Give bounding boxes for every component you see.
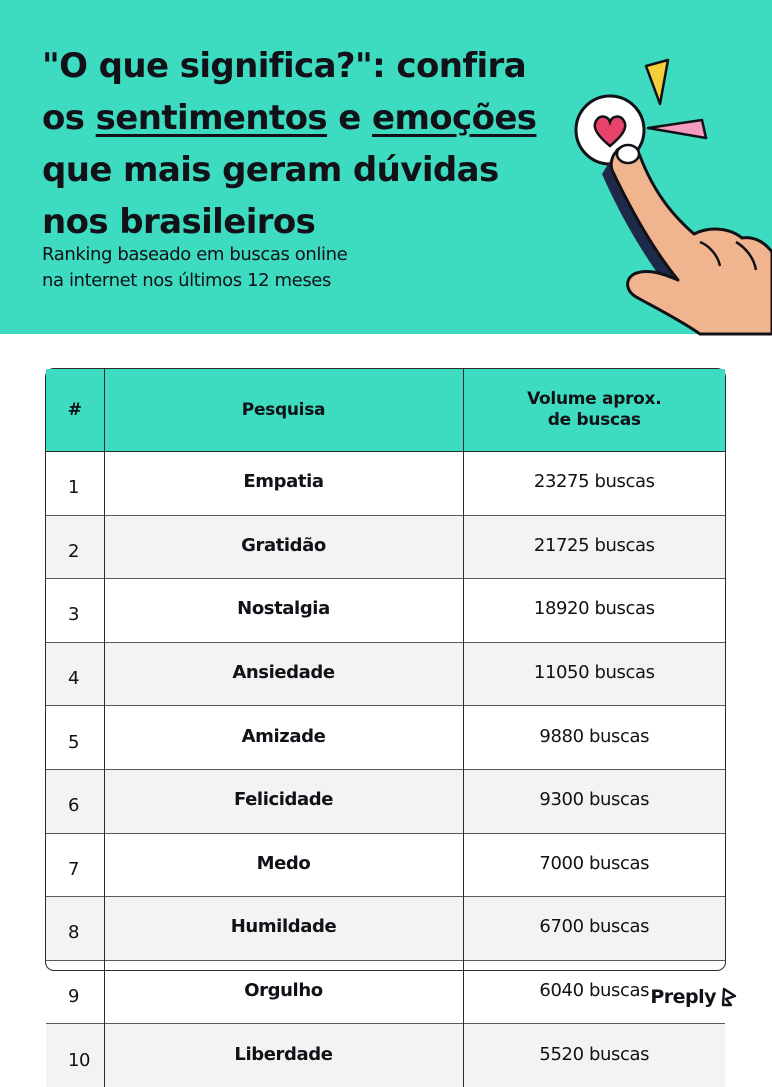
term-cell: Gratidão [104, 515, 463, 579]
title-line-4: nos brasileiros [42, 202, 316, 242]
term-cell: Felicidade [104, 769, 463, 833]
column-header-rank: # [46, 369, 104, 452]
title-word-emocoes: emoções [371, 98, 537, 138]
subtitle-line-2: na internet nos últimos 12 meses [42, 270, 331, 291]
volume-cell: 5520 buscas [463, 1024, 725, 1087]
table-row [46, 769, 725, 833]
header-banner [0, 0, 772, 334]
preply-logo [650, 986, 738, 1008]
rank-cell: 2 [46, 515, 104, 579]
term-cell: Medo [104, 833, 463, 897]
page-title [42, 40, 582, 248]
term-cell: Ansiedade [104, 642, 463, 706]
table-header-row [46, 369, 725, 452]
volume-cell: 18920 buscas [463, 579, 725, 643]
table-row [46, 1024, 725, 1087]
title-word-sentimentos: sentimentos [95, 98, 328, 138]
title-line-1: "O que significa?": confira [42, 46, 527, 86]
volume-cell: 7000 buscas [463, 833, 725, 897]
volume-cell: 9880 buscas [463, 706, 725, 770]
logo-text: Preply [650, 986, 716, 1008]
preply-mark-icon [720, 987, 738, 1007]
rank-cell: 8 [46, 897, 104, 961]
volume-cell: 6700 buscas [463, 897, 725, 961]
column-header-volume-line-2: de buscas [547, 410, 641, 430]
term-cell: Liberdade [104, 1024, 463, 1087]
table-row [46, 642, 725, 706]
hand-pressing-heart-button-icon [560, 58, 772, 334]
rank-cell: 7 [46, 833, 104, 897]
table-row [46, 897, 725, 961]
title-line-3: que mais geram dúvidas [42, 150, 499, 190]
volume-cell: 11050 buscas [463, 642, 725, 706]
volume-cell: 23275 buscas [463, 452, 725, 516]
rank-cell: 9 [46, 960, 104, 1024]
table-row [46, 960, 725, 1024]
table-row [46, 706, 725, 770]
rank-cell: 3 [46, 579, 104, 643]
volume-cell: 21725 buscas [463, 515, 725, 579]
page-subtitle [42, 242, 422, 294]
rank-cell: 6 [46, 769, 104, 833]
rank-cell: 10 [46, 1024, 104, 1087]
rank-cell: 5 [46, 706, 104, 770]
term-cell: Humildade [104, 897, 463, 961]
column-header-term: Pesquisa [104, 369, 463, 452]
volume-cell: 6040 buscas [463, 960, 725, 1024]
column-header-volume-line-1: Volume aprox. [527, 389, 662, 409]
table-row [46, 515, 725, 579]
term-cell: Nostalgia [104, 579, 463, 643]
table-row [46, 579, 725, 643]
table-row [46, 833, 725, 897]
subtitle-line-1: Ranking baseado em buscas online [42, 244, 348, 265]
rank-cell: 4 [46, 642, 104, 706]
term-cell: Orgulho [104, 960, 463, 1024]
volume-cell: 9300 buscas [463, 769, 725, 833]
title-word-os: os [42, 98, 85, 138]
term-cell: Amizade [104, 706, 463, 770]
table-row [46, 452, 725, 516]
term-cell: Empatia [104, 452, 463, 516]
column-header-volume [463, 369, 725, 452]
title-word-e: e [338, 98, 361, 138]
rank-cell: 1 [68, 477, 80, 499]
